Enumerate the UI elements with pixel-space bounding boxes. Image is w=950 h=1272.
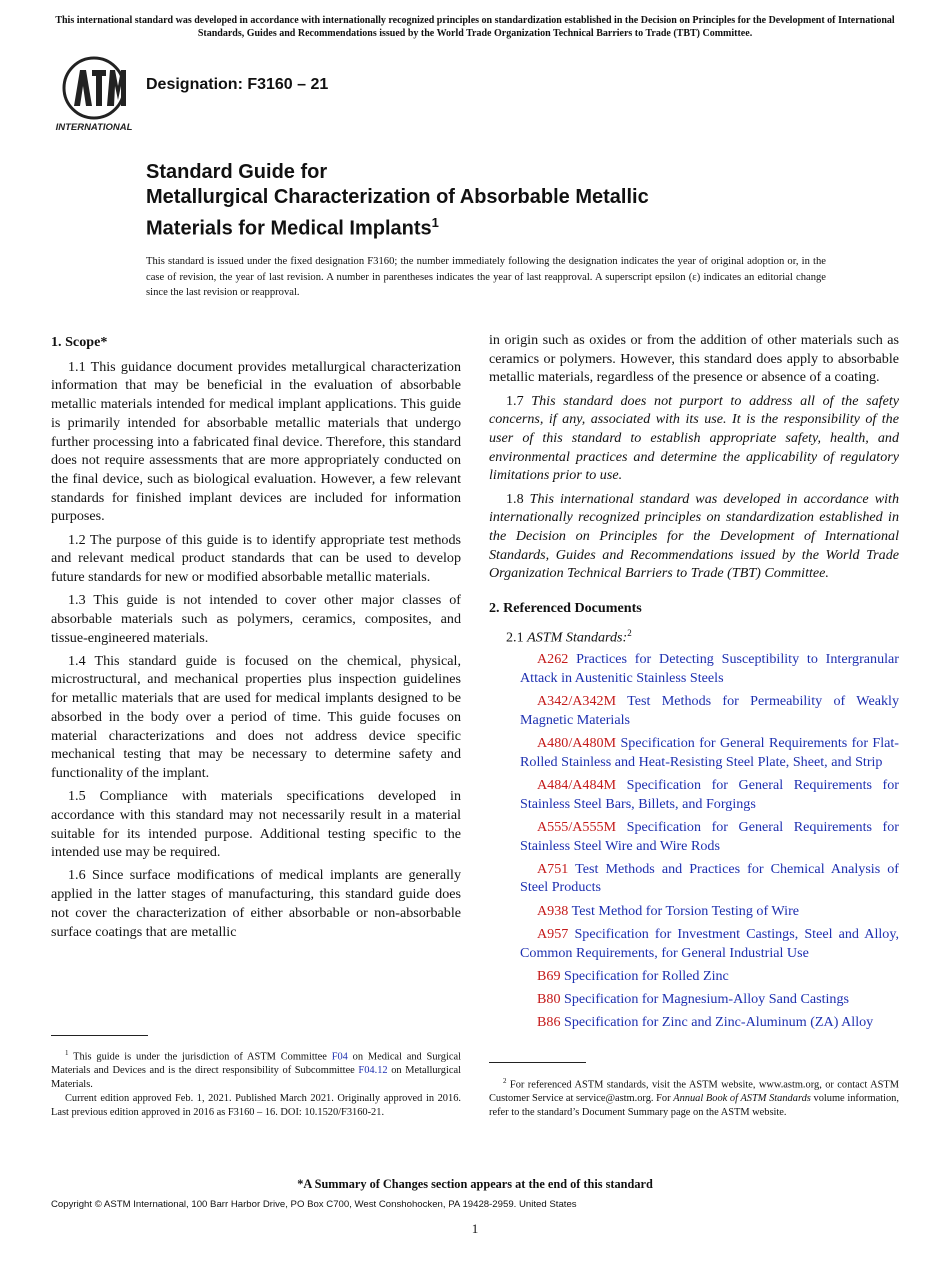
reference-item	[489, 967, 899, 986]
paragraph-1-7-number: 1.7	[506, 392, 532, 409]
committee-f04-link[interactable]: F04	[331, 1051, 348, 1063]
astm-international-logo-icon	[52, 56, 136, 134]
reference-item	[489, 692, 899, 729]
reference-code-link[interactable]: A751	[537, 860, 569, 877]
footnote-2-italic: Annual Book of ASTM Standards	[673, 1093, 811, 1105]
summary-of-changes-note: *A Summary of Changes section appears at the end of this standard	[297, 1177, 653, 1191]
footnote-1-mark: 1	[65, 1049, 69, 1057]
reference-title-link[interactable]: Specification for Rolled Zinc	[564, 967, 729, 984]
paragraph-1-1: 1.1 This guidance document provides metallurgical characterization information that may be beneficial in the evaluation of absorbable metallic materials intended for medical implant applications. This guide is primarily intended for absorbable metallic materials that undergo further processing into a fabricated final device. Therefore, this standard does not require assessments that are more appropriately conducted on the final device, such as biological evaluation. However, a few relevant standards for finished implant devices are included for information purposes.	[51, 358, 461, 525]
footnote-2-part-b: volume information, refer to the standard’s Document Summary page on the ASTM website.	[489, 1093, 899, 1119]
reference-code-link[interactable]: A480/A480M	[537, 735, 617, 752]
footnote-divider-right	[489, 1062, 586, 1063]
paragraph-1-7	[489, 392, 899, 486]
subheading-number: 2.1	[506, 629, 528, 646]
subheading-title: ASTM Standards:	[527, 629, 628, 646]
reference-title-link[interactable]: Practices for Detecting Susceptibility to Intergranular Attack in Austenitic Stainless Steels	[520, 651, 899, 686]
section-2-heading: 2. Referenced Documents	[489, 600, 642, 617]
footnote-2-text	[489, 1074, 899, 1120]
reference-item	[489, 1013, 899, 1032]
subcommittee-f04-12-link[interactable]: F04.12	[358, 1065, 388, 1077]
footnote-2-part-a: For referenced ASTM standards, visit the ASTM website, www.astm.org, or contact ASTM Customer Service at service@astm.org. For	[489, 1079, 899, 1105]
title-line-3	[146, 210, 846, 242]
reference-item	[489, 734, 899, 771]
paragraph-1-6-start: 1.6 Since surface modifications of medical implants are generally applied in the latter stages of manufacturing, this standard guide does not cover the characterization of either absorbable or non-absorbable surface coatings that are metallic	[51, 867, 461, 940]
astm-standards-subheading	[506, 624, 899, 647]
footnote-2-mark: 2	[503, 1077, 507, 1085]
reference-item	[489, 776, 899, 813]
reference-code-link[interactable]: A342/A342M	[537, 693, 617, 710]
paragraph-1-5: 1.5 Compliance with materials specifications developed in accordance with this standard may not necessarily result in a material suitable for its intended purpose. Additional testing specific to the intended use may be required.	[51, 788, 461, 861]
paragraph-1-7-text: This standard does not purport to address all of the safety concerns, if any, associated with its use. It is the responsibility of the user of this standard to establish appropriate safety, health, and environmental practices and determine the applicability of regulatory limitations prior to use.	[489, 392, 900, 484]
footnote-1-text	[51, 1046, 461, 1092]
reference-title-link[interactable]: Test Methods for Permeability of Weakly Magnetic Materials	[520, 693, 899, 728]
paragraph-1-3: 1.3 This guide is not intended to cover other major classes of absorbable materials such as polymers, ceramics, composites, and tissue-engineered materials.	[51, 592, 461, 646]
section-1-heading: 1. Scope*	[51, 334, 108, 350]
footnote-divider-left	[51, 1035, 148, 1036]
paragraph-1-8	[489, 490, 899, 584]
reference-item	[489, 650, 899, 687]
title-line-3-text: Materials for Medical Implants	[146, 217, 432, 240]
reference-item	[489, 902, 899, 921]
designation: Designation: F3160 – 21	[146, 76, 329, 93]
reference-item	[489, 860, 899, 897]
footnote-1-part-b: on Medical and Surgical Materials and Devices and is the direct responsibility of Subcommittee	[51, 1051, 461, 1077]
reference-item	[489, 990, 899, 1009]
paragraph-1-8-number: 1.8	[506, 490, 530, 507]
right-column	[489, 331, 899, 1036]
reference-code-link[interactable]: A957	[537, 925, 569, 942]
reference-code-link[interactable]: A938	[537, 902, 569, 919]
reference-code-link[interactable]: B69	[537, 967, 561, 984]
title-footnote-mark: 1	[431, 215, 439, 230]
paragraph-1-4: 1.4 This standard guide is focused on the chemical, physical, microstructural, and mechanical properties plus inspection guidelines for metallic materials that are used for medical implants designed to be absorbed in the body over a period of time. This guide focuses on material characterizations and does not address device specific mechanical testing that may be necessary to determine safety and functionality of the implant.	[51, 652, 461, 781]
svg-text:INTERNATIONAL: INTERNATIONAL	[55, 122, 133, 133]
reference-item	[489, 925, 899, 962]
reference-title-link[interactable]: Specification for Magnesium-Alloy Sand Castings	[564, 990, 849, 1007]
reference-code-link[interactable]: B80	[537, 990, 561, 1007]
top-notice: This international standard was developed in accordance with internationally recognized principles on standardization established in the Decision on Principles for the Development of International Standards, Guides and Recommendations issued by the World Trade Organization Technical Barriers to Trade (TBT) Committee.	[55, 15, 895, 39]
page-number: 1	[471, 1221, 479, 1236]
subheading-footnote-mark: 2	[627, 627, 632, 638]
reference-title-link[interactable]: Specification for General Requirements for Flat-Rolled Stainless and Heat-Resisting Steel Plate, Sheet, and Strip	[520, 735, 900, 770]
footnote-1	[51, 1046, 461, 1120]
reference-code-link[interactable]: A555/A555M	[537, 818, 617, 835]
footnote-2	[489, 1074, 899, 1120]
reference-title-link[interactable]: Specification for General Requirements for Stainless Steel Bars, Billets, and Forgings	[520, 776, 899, 812]
reference-title-link[interactable]: Test Methods and Practices for Chemical Analysis of Steel Products	[520, 860, 899, 896]
copyright-line: Copyright © ASTM International, 100 Barr Harbor Drive, PO Box C700, West Conshohocken, PA 19428-2959. United States	[51, 1199, 577, 1210]
reference-list	[489, 650, 899, 1032]
footnote-1-part-a: This guide is under the jurisdiction of ASTM Committee	[68, 1051, 332, 1063]
paragraph-1-8-text: This international standard was developed in accordance with internationally recognized principles on standardization established in the Decision on Principles for the Development of International Standards, Guides and Recommendations issued by the World Trade Organization Technical Barriers to Trade (TBT) Committee.	[489, 490, 899, 582]
reference-title-link[interactable]: Specification for General Requirements for Stainless Steel Wire and Wire Rods	[520, 818, 899, 854]
document-title	[146, 160, 846, 242]
paragraph-1-6-end: in origin such as oxides or from the addition of other materials such as ceramics or polymers. However, this standard does apply to absorbable metallic materials, regardless of the presence or absence of a coating.	[489, 332, 899, 386]
reference-item	[489, 818, 899, 855]
reference-title-link[interactable]: Specification for Zinc and Zinc-Aluminum (ZA) Alloy	[564, 1014, 874, 1031]
left-column	[51, 331, 461, 946]
issued-note: This standard is issued under the fixed designation F3160; the number immediately following the designation indicates the year of original adoption or, in the case of revision, the year of last revision. A number in parentheses indicates the year of last reapproval. A superscript epsilon (ε) indicates an editorial change since the last revision or reapproval.	[146, 256, 826, 298]
reference-code-link[interactable]: B86	[537, 1014, 561, 1031]
reference-title-link[interactable]: Specification for Investment Castings, Steel and Alloy, Common Requirements, for General Industrial Use	[520, 925, 899, 961]
title-line-1: Standard Guide for	[146, 161, 328, 183]
paragraph-1-2: 1.2 The purpose of this guide is to identify appropriate test methods and relevant medical product standards that can be used to develop future standards for new or modified absorbable metallic materials.	[51, 531, 461, 585]
footnote-1-part-c: on Metallurgical Materials.	[51, 1065, 462, 1091]
reference-title-link[interactable]: Test Method for Torsion Testing of Wire	[571, 902, 800, 919]
reference-code-link[interactable]: A262	[537, 651, 569, 668]
title-line-2: Metallurgical Characterization of Absorbable Metallic	[146, 186, 649, 208]
footnote-1-edition: Current edition approved Feb. 1, 2021. Published March 2021. Originally approved in 2016. Last previous edition approved in 2016 as F3160 – 16. DOI: 10.1520/F3160-21.	[51, 1093, 461, 1119]
reference-code-link[interactable]: A484/A484M	[537, 776, 617, 793]
